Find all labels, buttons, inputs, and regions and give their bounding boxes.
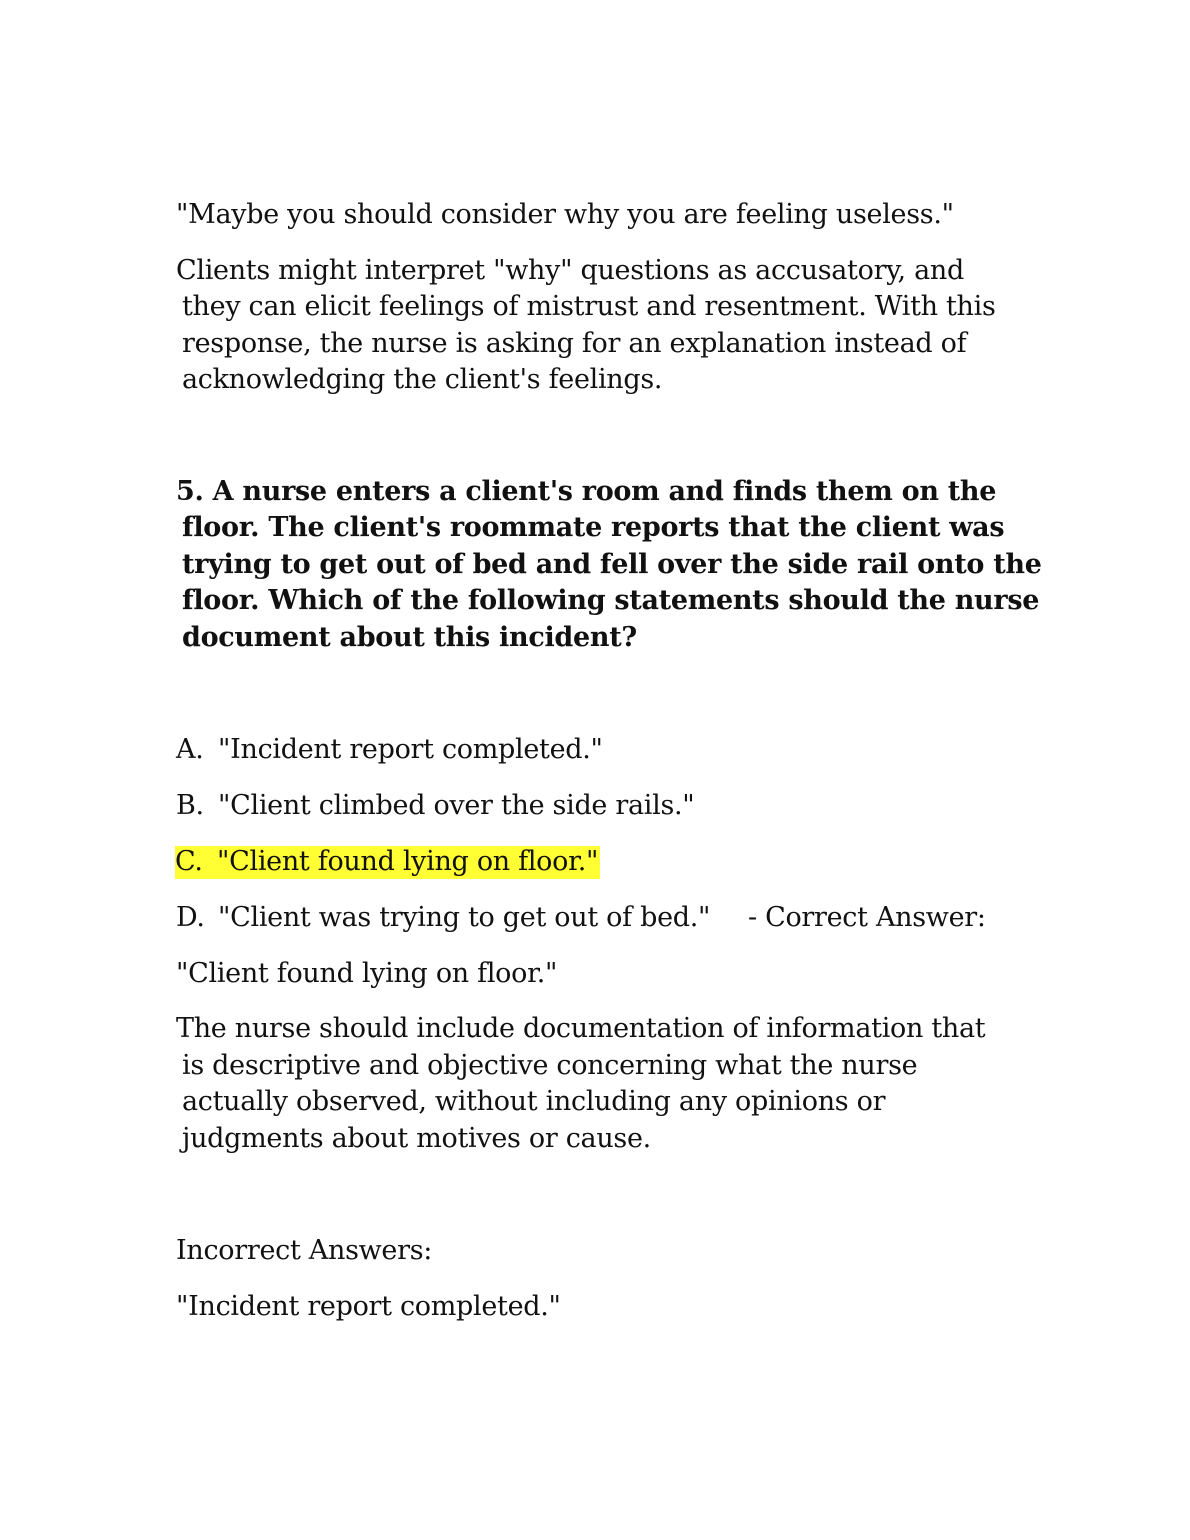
question-line-2: floor. The client's roommate reports that the client was [182,512,1005,543]
option-text: "Client was trying to get out of bed." [218,902,711,933]
question-line-4: floor. Which of the following statements should the nurse [182,585,1040,616]
correct-answer-text: "Client found lying on floor." [176,958,558,989]
correct-answer-label: - Correct Answer: [748,902,986,933]
rationale-line-1: The nurse should include documentation of information that [176,1013,986,1044]
previous-option-text: "Maybe you should consider why you are feeling useless." [176,199,954,230]
option-text: "Incident report completed." [218,734,603,765]
highlighted-answer [175,846,600,879]
previous-rationale-line-3: response, the nurse is asking for an explanation instead of [182,328,967,359]
option-b [176,788,694,824]
question-line-1: 5. A nurse enters a client's room and finds them on the [176,476,997,507]
rationale-line-2: is descriptive and objective concerning what the nurse [182,1050,918,1081]
question-line-3: trying to get out of bed and fell over the side rail onto the [182,549,1042,580]
rationale-line-4: judgments about motives or cause. [182,1123,651,1154]
previous-rationale-line-4: acknowledging the client's feelings. [182,364,663,395]
rationale-line-3: actually observed, without including any opinions or [182,1086,886,1117]
option-a [176,732,603,768]
option-text: "Client climbed over the side rails." [218,790,695,821]
option-text: "Client found lying on floor." [217,846,599,877]
option-letter: C. [175,846,203,877]
option-c-highlighted [176,844,600,880]
option-letter: D. [176,902,205,933]
option-letter: B. [176,790,204,821]
option-letter: A. [176,734,204,765]
previous-rationale-line-2: they can elicit feelings of mistrust and resentment. With this [182,291,996,322]
option-d [176,900,1006,936]
incorrect-answers-heading: Incorrect Answers: [176,1235,433,1266]
question-line-5: document about this incident? [182,622,637,653]
incorrect-answer-1: "Incident report completed." [176,1291,561,1322]
previous-rationale-line-1: Clients might interpret "why" questions as accusatory, and [176,255,964,286]
